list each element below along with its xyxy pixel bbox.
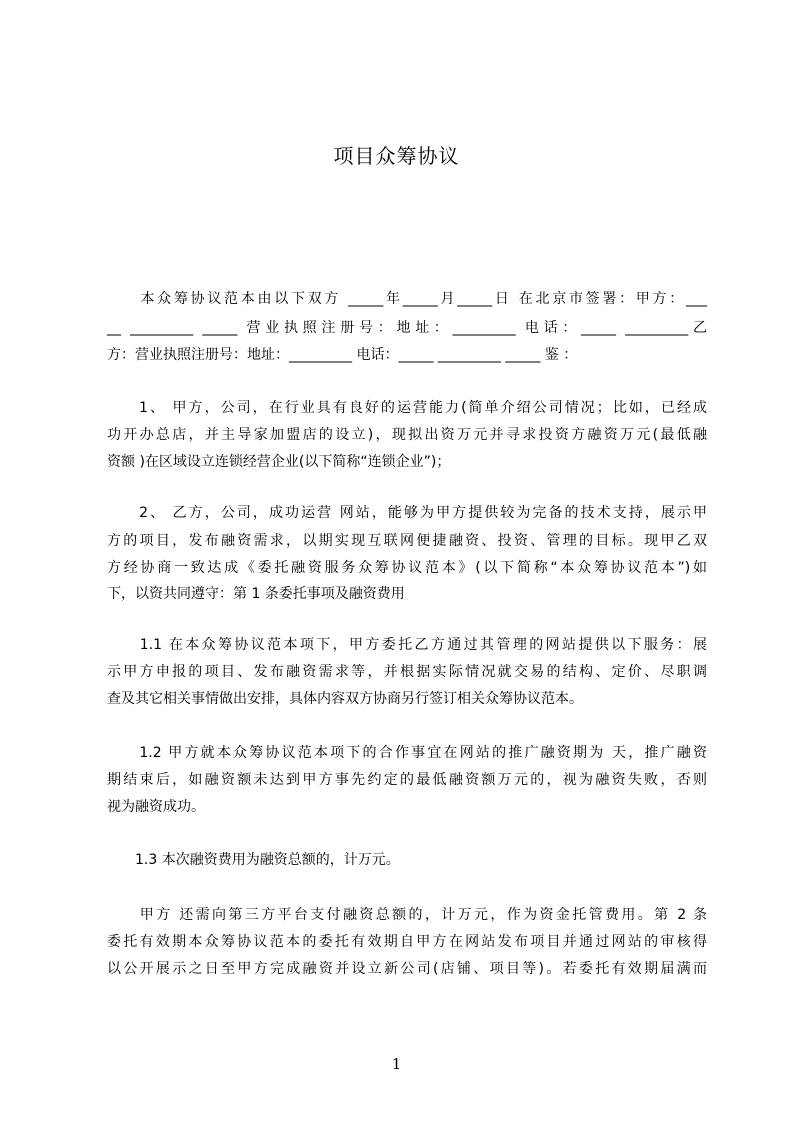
body-line: 1.2 甲方就本众筹协议范本项下的合作事宜在网站的推广融资期为 天，推广融资 [107,745,707,761]
body-line: 方的项目，发布融资需求，以期实现互联网便捷融资、投资、管理的目标。现甲乙双 [107,533,707,549]
body-line: 1.3 本次融资费用为融资总额的，计万元。 [107,852,400,868]
body-line: 示甲方申报的项目、发布融资需求等，并根据实际情况就交易的结构、定价、尽职调 [107,664,707,680]
body-line: 本众筹协议范本由以下双方 _____年_____月_____日 在北京市签署：甲方：___ [107,291,707,307]
body-line: 方：营业执照注册号：地址：_________ 电话：_____ _________ _____ 鉴 ： [107,347,578,363]
document-title: 项目众筹协议 [333,144,460,168]
body-line: 委托有效期本众筹协议范本的委托有效期自甲方在网站发布项目并通过网站的审核得 [107,934,707,950]
body-line: 资额 )在区域设立连锁经营企业(以下简称“连锁企业”)； [107,454,451,470]
body-line: 视为融资成功。 [107,799,205,815]
body-line: 甲方 还需向第三方平台支付融资总额的，计万元，作为资金托管费用。第 2 条 [107,907,707,923]
page-number: 1 [391,1055,402,1073]
body-line: 2、 乙方，公司，成功运营 网站，能够为甲方提供较为完备的技术支持，展示甲 [107,505,707,521]
body-line: 下，以资共同遵守：第 1 条委托事项及融资费用 [107,586,405,602]
body-line: 期结束后，如融资额未达到甲方事先约定的最低融资额万元的，视为融资失败，否则 [107,772,707,788]
body-line: 1、 甲方，公司，在行业具有良好的运营能力(简单介绍公司情况；比如，已经成 [107,400,707,416]
body-line: 方经协商一致达成《委托融资服务众筹协议范本》(以下简称“本众筹协议范本”)如 [107,560,707,576]
body-line: 功开办总店，并主导家加盟店的设立)，现拟出资万元并寻求投资方融资万元(最低融 [107,427,707,443]
body-line: 以公开展示之日至甲方完成融资并设立新公司(店铺、项目等)。若委托有效期届满而 [107,961,707,977]
body-line: 1.1 在本众筹协议范本项下，甲方委托乙方通过其管理的网站提供以下服务：展 [107,637,707,653]
body-line: __ _________ _____ 营业执照注册号：地址：_________ 电话：_____ _________乙 [107,320,707,336]
body-line: 查及其它相关事情做出安排，具体内容双方协商另行签订相关众筹协议范本。 [107,691,583,707]
